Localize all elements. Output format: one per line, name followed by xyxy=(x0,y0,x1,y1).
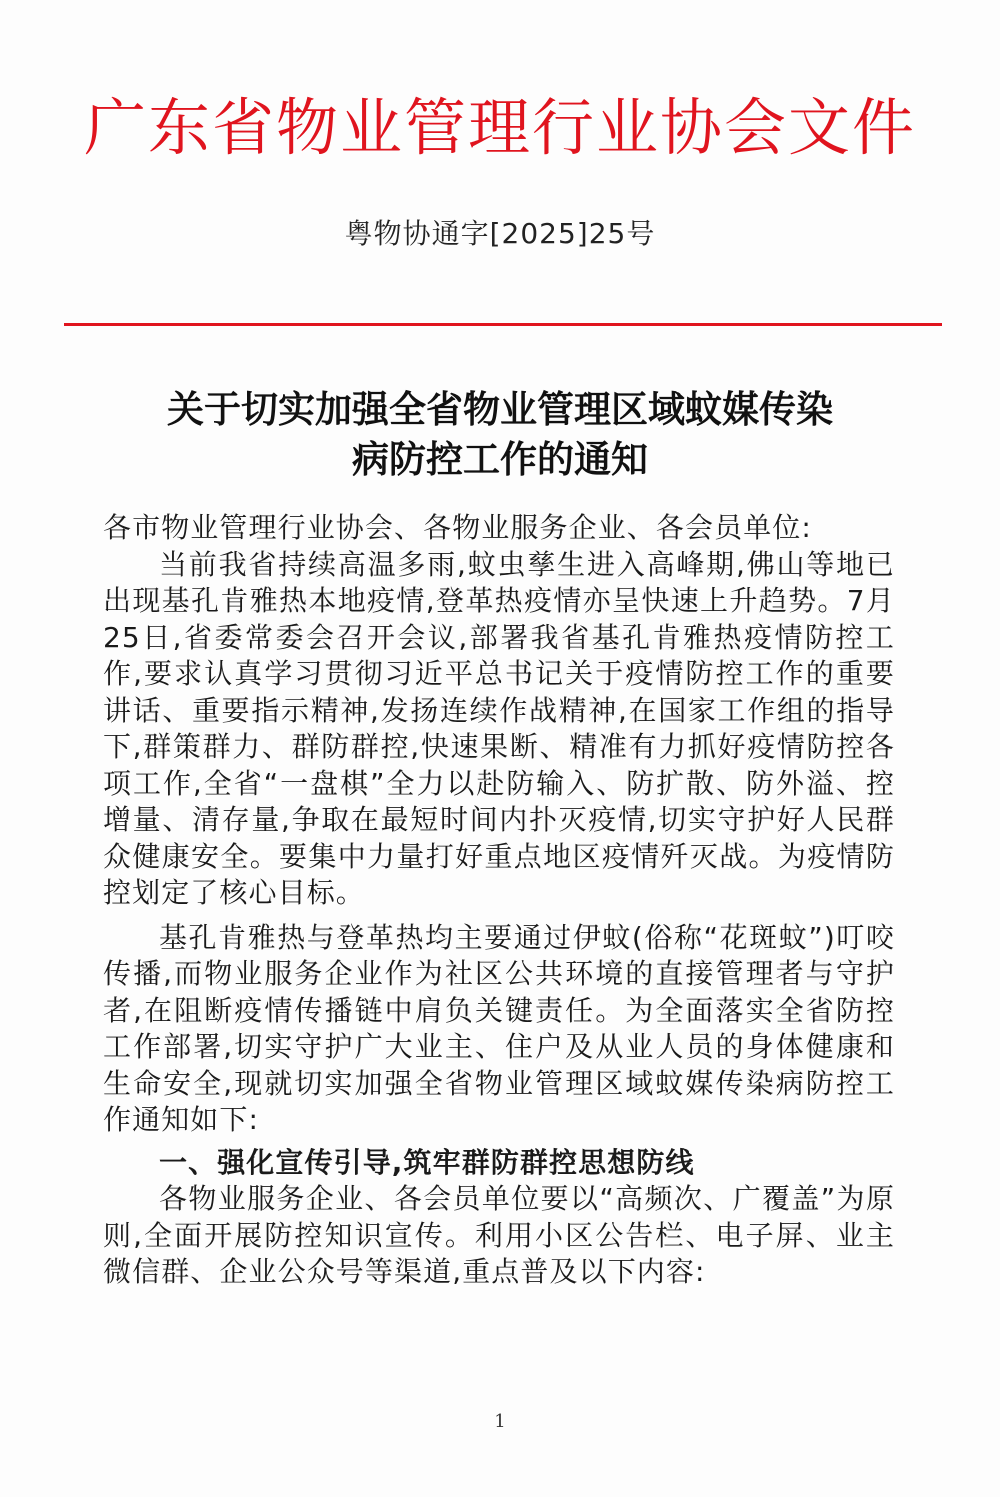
notice-body xyxy=(103,510,895,1291)
notice-title xyxy=(60,384,940,484)
issuer-heading: 广东省物业管理行业协会文件 xyxy=(83,91,916,164)
red-separator-line xyxy=(64,323,942,326)
body-paragraph-1: 当前我省持续高温多雨,蚊虫孳生进入高峰期,佛山等地已出现基孔肯雅热本地疫情,登革热疫情亦呈快速上升趋势。7月25日,省委常委会召开会议,部署我省基孔肯雅热疫情防控工作,要求认真学习贯彻习近平总书记关于疫情防控工作的重要讲话、重要指示精神,发扬连续作战精神,在国家工作组的指导下,群策群力、群防群控,快速果断、精准有力抓好疫情防控各项工作,全省“一盘棋”全力以赴防输入、防扩散、防外溢、控增量、清存量,争取在最短时间内扑灭疫情,切实守护好人民群众健康安全。要集中力量打好重点地区疫情歼灭战。为疫情防控划定了核心目标。 xyxy=(103,547,895,909)
notice-title-line-2: 病防控工作的通知 xyxy=(352,437,648,481)
notice-title-line-1: 关于切实加强全省物业管理区域蚊媒传染 xyxy=(167,387,833,431)
body-paragraph-3: 各物业服务企业、各会员单位要以“高频次、广覆盖”为原则,全面开展防控知识宣传。利用小区公告栏、电子屏、业主微信群、企业公众号等渠道,重点普及以下内容: xyxy=(103,1182,895,1288)
section-1-heading: 一、强化宣传引导,筑牢群防群控思想防线 xyxy=(159,1145,695,1179)
salutation: 各市物业管理行业协会、各物业服务企业、各会员单位: xyxy=(103,511,812,544)
page-number: 1 xyxy=(494,1411,506,1432)
document-number: 粤物协通字[2025]25号 xyxy=(344,217,656,250)
body-paragraph-2: 基孔肯雅热与登革热均主要通过伊蚊(俗称“花斑蚊”)叮咬传播,而物业服务企业作为社区公共环境的直接管理者与守护者,在阻断疫情传播链中肩负关键责任。为全面落实全省防控工作部署,切实守护广大业主、住户及从业人员的身体健康和生命安全,现就切实加强全省物业管理区域蚊媒传染病防控工作通知如下: xyxy=(103,920,895,1136)
